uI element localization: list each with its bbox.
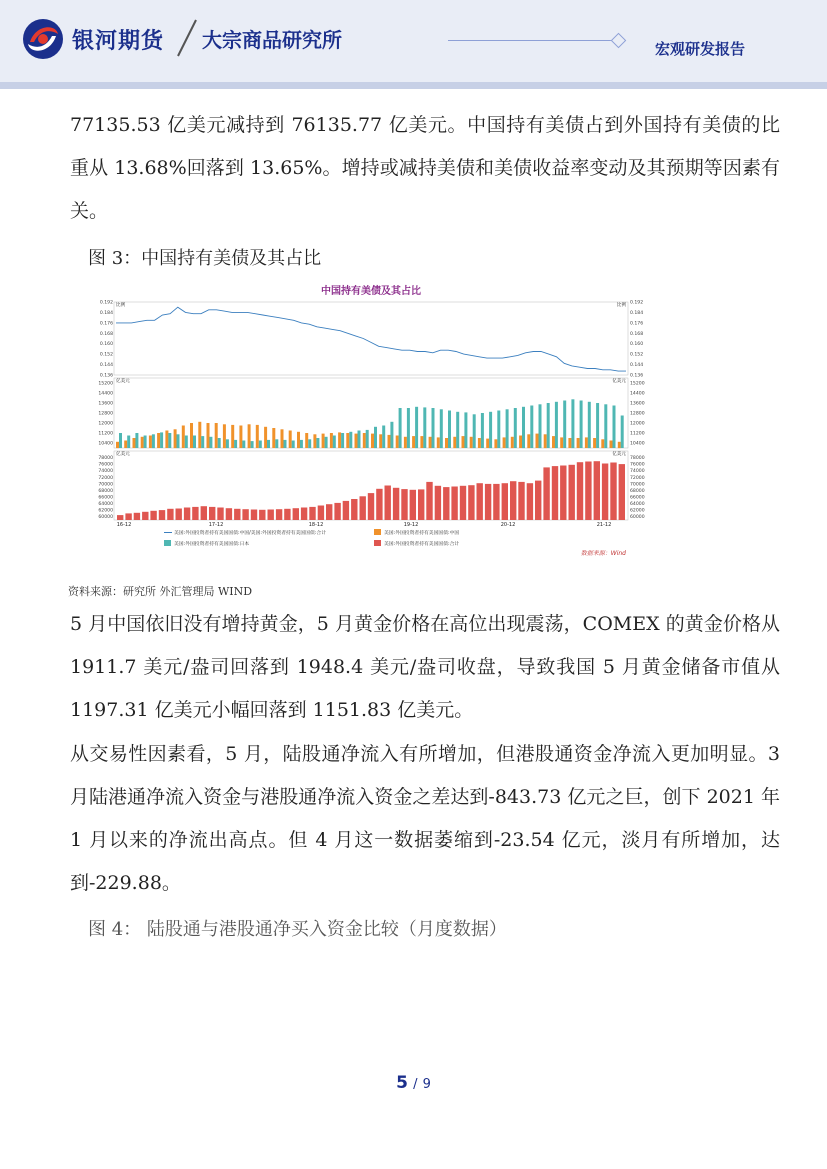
japan-holding-bar — [177, 434, 180, 448]
china-holding-bar — [494, 439, 497, 448]
china-holding-bar — [429, 437, 432, 448]
china-holding-bar — [338, 432, 341, 448]
page-footer — [0, 1073, 827, 1093]
y-tick-label-left: 10400 — [98, 441, 113, 447]
y-tick-label-right: 70000 — [630, 482, 645, 488]
japan-holding-bar — [160, 432, 163, 448]
japan-holding-bar — [201, 436, 204, 448]
japan-holding-bar — [185, 436, 188, 449]
japan-holding-bar — [193, 436, 196, 449]
total-holding-bar — [602, 464, 608, 521]
china-holding-bar — [388, 435, 391, 448]
japan-holding-bar — [588, 402, 591, 448]
japan-holding-bar — [144, 436, 147, 449]
total-holding-bar — [585, 462, 591, 521]
y-tick-label-left: 0.184 — [99, 310, 113, 316]
china-holding-bar — [174, 429, 177, 448]
china-holding-bar — [190, 423, 193, 448]
y-tick-label-right: 0.192 — [630, 300, 644, 306]
japan-holding-bar — [259, 441, 262, 449]
y-tick-label-left: 64000 — [98, 502, 113, 508]
total-holding-bar — [385, 486, 391, 521]
total-holding-bar — [176, 509, 182, 521]
china-holding-bar — [133, 438, 136, 448]
y-tick-label-right: 62000 — [630, 508, 645, 514]
total-holding-bar — [242, 509, 248, 520]
japan-holding-bar — [135, 433, 138, 448]
total-holding-bar — [326, 504, 332, 520]
japan-holding-bar — [563, 401, 566, 449]
y-tick-label-right: 12000 — [630, 421, 645, 427]
china-holding-bar — [503, 437, 506, 448]
china-holding-bar — [248, 424, 251, 448]
y-tick-label-right: 0.160 — [630, 342, 644, 348]
total-holding-bar — [401, 489, 407, 520]
total-holding-bar — [142, 512, 148, 520]
japan-holding-bar — [218, 438, 221, 448]
y-tick-label-left: 12800 — [98, 411, 113, 417]
japan-holding-bar — [432, 408, 435, 448]
y-tick-label-left: 74000 — [98, 469, 113, 475]
total-holding-bar — [259, 510, 265, 520]
y-tick-label-left: 0.152 — [99, 352, 113, 358]
total-holding-bar — [451, 487, 457, 521]
china-holding-bar — [297, 432, 300, 448]
china-holding-bar — [593, 438, 596, 448]
china-holding-bar — [618, 442, 621, 448]
china-holding-bar — [396, 436, 399, 449]
total-holding-bar — [410, 490, 416, 520]
japan-holding-bar — [580, 401, 583, 449]
axis-unit-left: 亿美元 — [116, 379, 130, 384]
y-tick-label-right: 74000 — [630, 469, 645, 475]
total-holding-bar — [443, 487, 449, 520]
total-holding-bar — [535, 481, 541, 520]
y-tick-label-right: 0.136 — [630, 373, 644, 379]
total-holding-bar — [184, 508, 190, 521]
total-holding-bar — [209, 507, 215, 520]
japan-holding-bar — [209, 437, 212, 448]
legend-swatch — [374, 540, 381, 546]
japan-holding-bar — [300, 440, 303, 448]
total-holding-bar — [301, 508, 307, 521]
total-holding-bar — [226, 508, 232, 520]
y-tick-label-left: 0.176 — [99, 321, 113, 327]
china-holding-bar — [355, 434, 358, 448]
china-holding-bar — [272, 428, 275, 448]
china-holding-bar — [470, 437, 473, 448]
japan-holding-bar — [242, 441, 245, 449]
china-holding-bar — [198, 422, 201, 448]
chart-title: 中国持有美债及其占比 — [321, 286, 421, 297]
total-holding-bar — [134, 513, 140, 520]
total-holding-bar — [552, 466, 558, 520]
japan-holding-bar — [333, 436, 336, 449]
china-holding-bar — [527, 434, 530, 448]
china-holding-bar — [536, 434, 539, 448]
china-holding-bar — [157, 433, 160, 448]
total-holding-bar — [117, 515, 123, 520]
x-tick-label: 20-12 — [500, 522, 516, 528]
y-tick-label-left: 15200 — [98, 381, 113, 387]
japan-holding-bar — [168, 433, 171, 448]
japan-holding-bar — [448, 411, 451, 449]
china-holding-bar — [544, 434, 547, 448]
total-holding-bar — [610, 463, 616, 521]
paragraph-gold-reserves: 5 月中国依旧没有增持黄金，5 月黄金价格在高位出现震荡，COMEX 的黄金价格从 1911.7 美元/盎司回落到 1948.4 美元/盎司收盘，导致我国 5 月黄金储备市值从 1197.31 亿美元小幅回落到 1151.83 亿美元。 — [70, 613, 780, 721]
japan-holding-bar — [382, 426, 385, 449]
figure-3-chart — [98, 280, 658, 562]
japan-holding-bar — [621, 416, 624, 449]
japan-holding-bar — [267, 440, 270, 448]
y-tick-label-right: 0.144 — [630, 363, 644, 369]
china-holding-bar — [182, 426, 185, 449]
china-holding-bar — [601, 439, 604, 448]
china-holding-bar — [412, 436, 415, 448]
total-holding-bar — [159, 510, 165, 520]
china-holding-bar — [478, 438, 481, 448]
china-holding-bar — [330, 433, 333, 448]
total-holding-bar — [268, 510, 274, 521]
y-tick-label-left: 13600 — [98, 401, 113, 407]
legend-label: 美国:外国投资者持有美国国债:中国/美国:外国投资者持有美国国债:合计 — [174, 531, 326, 536]
y-tick-label-right: 0.168 — [630, 331, 644, 337]
china-holding-bar — [281, 429, 284, 448]
y-tick-label-right: 66000 — [630, 495, 645, 501]
china-holding-bar — [437, 437, 440, 448]
total-holding-bar — [343, 501, 349, 520]
total-holding-bar — [468, 485, 474, 520]
y-tick-label-left: 0.136 — [99, 373, 113, 379]
figure-4-caption: 图 4： 陆股通与港股通净买入资金比较（月度数据） — [88, 919, 507, 940]
total-holding-bar — [543, 467, 549, 520]
x-tick-label: 16-12 — [116, 522, 132, 528]
y-tick-label-left: 72000 — [98, 475, 113, 481]
china-holding-bar — [231, 425, 234, 448]
axis-unit-left: 亿美元 — [116, 452, 130, 457]
y-tick-label-right: 68000 — [630, 488, 645, 494]
total-holding-bar — [393, 488, 399, 520]
y-tick-label-left: 0.192 — [99, 300, 113, 306]
japan-holding-bar — [275, 439, 278, 448]
japan-holding-bar — [119, 433, 122, 448]
y-tick-label-right: 0.176 — [630, 321, 644, 327]
total-holding-bar — [293, 508, 299, 520]
china-holding-bar — [165, 431, 168, 449]
japan-holding-bar — [284, 440, 287, 448]
china-holding-bar — [116, 442, 119, 448]
y-tick-label-right: 15200 — [630, 381, 645, 387]
y-tick-label-right: 13600 — [630, 401, 645, 407]
report-type-label: 宏观研发报告 — [655, 40, 746, 58]
japan-holding-bar — [530, 406, 533, 449]
japan-holding-bar — [251, 441, 254, 448]
china-holding-bar — [207, 423, 210, 448]
total-holding-bar — [309, 507, 315, 520]
total-holding-bar — [518, 482, 524, 520]
total-holding-bar — [376, 489, 382, 520]
japan-holding-bar — [325, 437, 328, 448]
china-holding-bar — [124, 441, 127, 449]
brand-name: 银河期货 — [72, 29, 165, 54]
china-holding-bar — [322, 434, 325, 448]
china-holding-bar — [289, 431, 292, 449]
x-tick-label: 17-12 — [208, 522, 224, 528]
y-tick-label-right: 76000 — [630, 462, 645, 468]
japan-holding-bar — [604, 404, 607, 448]
total-holding-bar — [594, 461, 600, 520]
china-holding-bar — [511, 437, 514, 448]
page-number-separator: / — [413, 1077, 418, 1092]
japan-holding-bar — [415, 407, 418, 448]
japan-holding-bar — [127, 436, 130, 449]
china-holding-bar — [453, 437, 456, 448]
y-tick-label-right: 72000 — [630, 475, 645, 481]
china-holding-bar — [568, 438, 571, 448]
axis-unit-left: 比例 — [116, 303, 126, 308]
total-holding-bar — [426, 482, 432, 520]
y-tick-label-left: 60000 — [98, 515, 113, 521]
total-holding-bar — [217, 508, 223, 521]
legend-swatch — [164, 540, 171, 546]
japan-holding-bar — [226, 439, 229, 448]
total-holding-bar — [318, 506, 324, 521]
japan-holding-bar — [440, 409, 443, 448]
y-tick-label-left: 70000 — [98, 482, 113, 488]
y-tick-label-left: 12000 — [98, 421, 113, 427]
total-holding-bar — [418, 489, 424, 520]
japan-holding-bar — [390, 422, 393, 448]
institute-name: 大宗商品研究所 — [202, 28, 342, 52]
china-holding-bar — [560, 437, 563, 448]
y-tick-label-right: 0.152 — [630, 352, 644, 358]
y-tick-label-left: 68000 — [98, 488, 113, 494]
japan-holding-bar — [613, 406, 616, 449]
axis-unit-right: 比例 — [616, 303, 626, 308]
y-tick-label-right: 60000 — [630, 515, 645, 521]
legend-label: 美国:外国投资者持有美国国债:中国 — [384, 531, 460, 536]
figure-3-source: 资料来源：研究所 外汇管理局 WIND — [68, 585, 253, 598]
china-holding-bar — [223, 424, 226, 448]
total-holding-bar — [125, 513, 131, 520]
y-tick-label-right: 0.184 — [630, 310, 644, 316]
japan-holding-bar — [308, 439, 311, 448]
china-holding-bar — [313, 434, 316, 448]
chart-svg — [98, 280, 658, 562]
paragraph-treasury-holdings: 77135.53 亿美元减持到 76135.77 亿美元。中国持有美债占到外国持有美债的比重从 13.68%回落到 13.65%。增持或减持美债和美债收益率变动及其预期等因素有关。 — [70, 114, 780, 222]
total-holding-bar — [276, 509, 282, 520]
total-holding-bar — [351, 499, 357, 520]
y-tick-label-right: 11200 — [630, 431, 645, 437]
japan-holding-bar — [547, 403, 550, 448]
china-holding-bar — [371, 434, 374, 448]
header-stripe — [0, 82, 827, 89]
axis-unit-right: 亿美元 — [612, 379, 626, 384]
total-holding-bar — [460, 486, 466, 520]
china-holding-bar — [585, 437, 588, 448]
japan-holding-bar — [349, 432, 352, 448]
x-tick-label: 18-12 — [308, 522, 324, 528]
japan-holding-bar — [407, 408, 410, 448]
japan-holding-bar — [374, 427, 377, 448]
japan-holding-bar — [497, 411, 500, 449]
china-holding-bar — [610, 441, 613, 449]
japan-holding-bar — [489, 412, 492, 448]
total-holding-bar — [284, 509, 290, 520]
total-holding-bar — [493, 484, 499, 520]
china-holding-bar — [256, 425, 259, 448]
japan-holding-bar — [539, 404, 542, 448]
y-tick-label-right: 78000 — [630, 456, 645, 462]
y-tick-label-right: 14400 — [630, 391, 645, 397]
japan-holding-bar — [522, 407, 525, 448]
y-tick-label-left: 0.144 — [99, 363, 113, 369]
japan-holding-bar — [234, 440, 237, 448]
total-holding-bar — [577, 462, 583, 520]
total-holding-bar — [251, 510, 257, 521]
legend-label: 美国:外国投资者持有美国国债:合计 — [384, 542, 460, 547]
total-holding-bar — [435, 486, 441, 520]
japan-holding-bar — [292, 441, 295, 449]
total-holding-bar — [477, 483, 483, 520]
japan-holding-bar — [473, 414, 476, 448]
y-tick-label-left: 76000 — [98, 462, 113, 468]
figure-3-caption: 图 3：中国持有美债及其占比 — [88, 248, 322, 269]
japan-holding-bar — [596, 403, 599, 448]
japan-holding-bar — [571, 399, 574, 448]
y-tick-label-left: 0.160 — [99, 342, 113, 348]
total-holding-bar — [334, 503, 340, 520]
china-holding-bar — [239, 426, 242, 449]
china-holding-bar — [264, 427, 267, 448]
china-holding-bar — [462, 436, 465, 448]
total-holding-bar — [569, 465, 575, 520]
total-holding-bar — [167, 509, 173, 520]
total-holding-bar — [234, 509, 240, 520]
legend-swatch — [374, 529, 381, 535]
total-holding-bar — [485, 484, 491, 520]
china-holding-bar — [379, 434, 382, 448]
japan-holding-bar — [423, 407, 426, 448]
header-divider-line — [448, 40, 618, 41]
japan-holding-bar — [481, 413, 484, 448]
total-holding-bar — [192, 507, 198, 520]
y-tick-label-left: 14400 — [98, 391, 113, 397]
japan-holding-bar — [456, 412, 459, 448]
china-holding-bar — [577, 438, 580, 448]
legend-label: 美国:外国投资者持有美国国债:日本 — [174, 542, 250, 547]
japan-holding-bar — [152, 434, 155, 448]
y-tick-label-right: 64000 — [630, 502, 645, 508]
chart-source-note: 数据来源：Wind — [580, 550, 626, 557]
paragraph-stock-connect: 从交易性因素看，5 月，陆股通净流入有所增加，但港股通资金净流入更加明显。3 月陆港通净流入资金与港股通净流入资金之差达到-843.73 亿元之巨，创下 2021 年 1 月以来的净流出高点。但 4 月这一数据萎缩到-23.54 亿元，淡月有所增加，达到-229.88。 — [70, 743, 780, 894]
china-holding-bar — [404, 437, 407, 448]
x-tick-label: 19-12 — [403, 522, 419, 528]
y-tick-label-left: 66000 — [98, 495, 113, 501]
x-tick-label: 21-12 — [596, 522, 612, 528]
china-holding-bar — [445, 438, 448, 448]
diamond-icon — [611, 33, 627, 49]
china-holding-bar — [215, 423, 218, 448]
slash-divider-icon — [172, 16, 200, 60]
total-holding-bar — [619, 464, 625, 520]
china-holding-bar — [519, 436, 522, 449]
japan-holding-bar — [399, 408, 402, 448]
japan-holding-bar — [366, 430, 369, 448]
total-holding-bar — [502, 483, 508, 520]
japan-holding-bar — [464, 412, 467, 448]
japan-holding-bar — [514, 408, 517, 448]
china-holding-bar — [305, 433, 308, 448]
total-holding-bar — [560, 466, 566, 521]
y-tick-label-left: 11200 — [98, 431, 113, 437]
japan-holding-bar — [555, 402, 558, 448]
y-tick-label-right: 12800 — [630, 411, 645, 417]
galaxy-logo-icon — [22, 18, 64, 60]
china-holding-bar — [486, 439, 489, 448]
china-holding-bar — [346, 433, 349, 448]
total-holding-bar — [201, 506, 207, 520]
page-number-current: 5 — [396, 1073, 408, 1093]
total-holding-bar — [150, 511, 156, 520]
total-holding-bar — [510, 481, 516, 520]
china-holding-bar — [149, 436, 152, 449]
y-tick-label-right: 10400 — [630, 441, 645, 447]
japan-holding-bar — [506, 409, 509, 448]
china-holding-bar — [363, 433, 366, 448]
y-tick-label-left: 0.168 — [99, 331, 113, 337]
total-holding-bar — [368, 493, 374, 520]
china-holding-bar — [420, 436, 423, 448]
japan-holding-bar — [341, 433, 344, 448]
total-holding-bar — [360, 496, 366, 520]
page-number-total: 9 — [422, 1077, 431, 1092]
china-holding-bar — [552, 436, 555, 448]
total-holding-bar — [527, 483, 533, 520]
axis-unit-right: 亿美元 — [612, 452, 626, 457]
y-tick-label-left: 78000 — [98, 456, 113, 462]
page-header — [0, 0, 827, 82]
japan-holding-bar — [316, 438, 319, 448]
y-tick-label-left: 62000 — [98, 508, 113, 514]
china-holding-bar — [141, 437, 144, 448]
japan-holding-bar — [358, 431, 361, 449]
